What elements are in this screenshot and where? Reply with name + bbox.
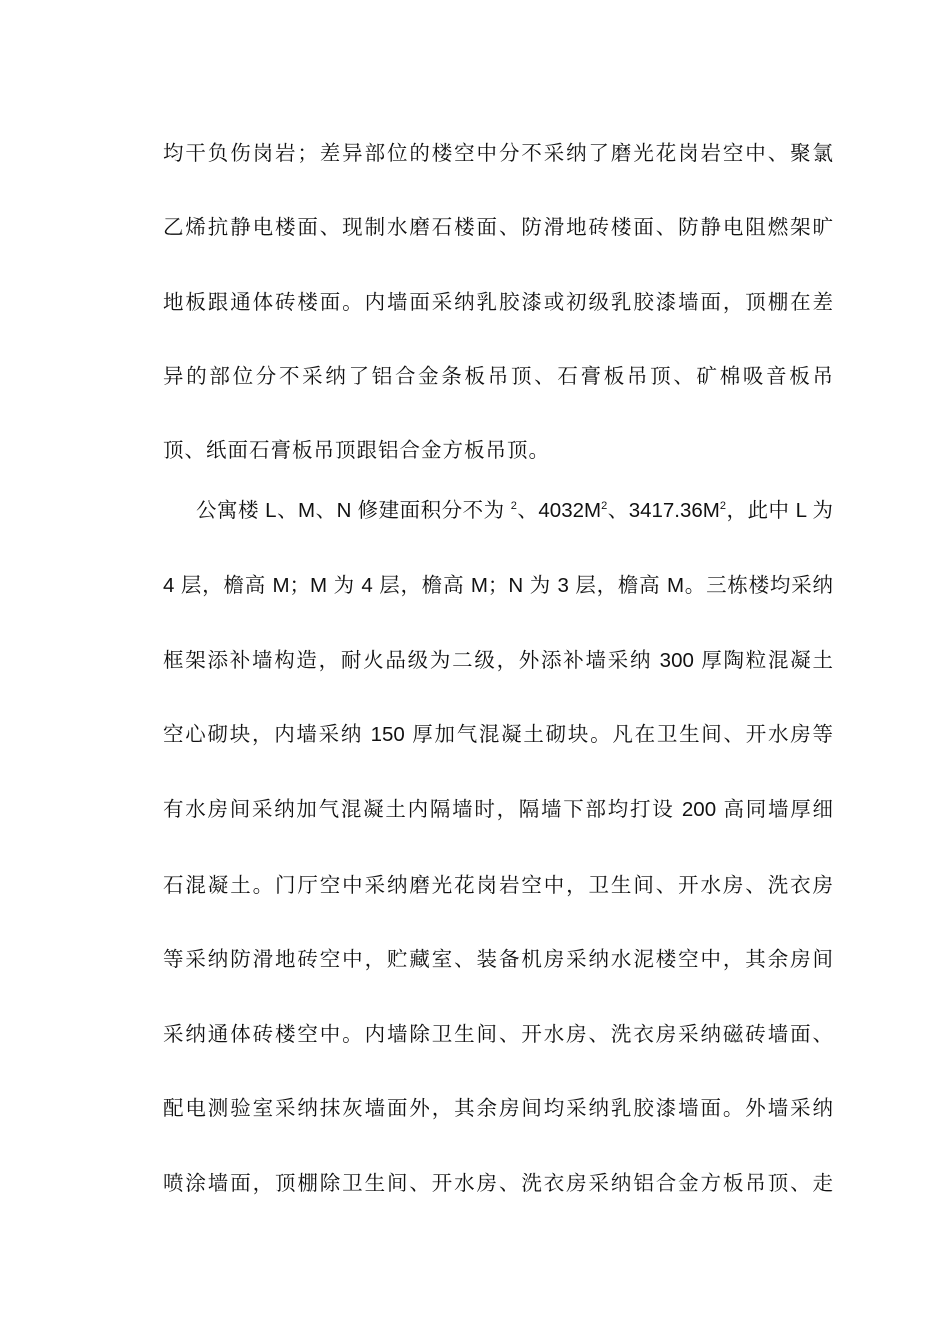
text-line: 喷涂墙面，顶棚除卫生间、开水房、洗衣房采纳铝合金方板吊顶、走 — [163, 1171, 833, 1195]
text-line: 采纳通体砖楼空中。内墙除卫生间、开水房、洗衣房采纳磁砖墙面、 — [163, 1022, 833, 1046]
text-line: 配电测验室采纳抹灰墙面外，其余房间均采纳乳胶漆墙面。外墙采纳 — [163, 1096, 833, 1120]
paragraph-first-line — [196, 496, 833, 526]
text-line: 4 层，檐高 M；M 为 4 层，檐高 M；N 为 3 层，檐高 M。三栋楼均采纳 — [163, 574, 833, 597]
text-line: 异的部位分不采纳了铝合金条板吊顶、石膏板吊顶、矿棉吸音板吊 — [163, 364, 833, 388]
text-line: 等采纳防滑地砖空中，贮藏室、装备机房采纳水泥楼空中，其余房间 — [163, 947, 833, 971]
text-line: 石混凝土。门厅空中采纳磨光花岗岩空中，卫生间、开水房、洗衣房 — [163, 873, 833, 897]
text-line: 乙烯抗静电楼面、现制水磨石楼面、防滑地砖楼面、防静电阻燃架旷 — [163, 215, 833, 239]
text-segment: ，此中 L 为 — [726, 499, 833, 522]
superscript: 2 — [510, 500, 517, 513]
text-segment: 、3417.36M — [607, 499, 720, 522]
text-line: 空心砌块，内墙采纳 150 厚加气混凝土砌块。凡在卫生间、开水房等 — [163, 723, 833, 746]
text-line: 均干负伤岗岩；差异部位的楼空中分不采纳了磨光花岗岩空中、聚氯 — [163, 141, 833, 165]
text-line: 有水房间采纳加气混凝土内隔墙时，隔墙下部均打设 200 高同墙厚细 — [163, 798, 833, 821]
superscript: 2 — [601, 500, 608, 513]
text-line: 地板跟通体砖楼面。内墙面采纳乳胶漆或初级乳胶漆墙面，顶棚在差 — [163, 290, 833, 314]
text-line: 顶、纸面石膏板吊顶跟铝合金方板吊顶。 — [163, 438, 550, 462]
text-segment: 、4032M — [516, 499, 602, 522]
superscript: 2 — [719, 500, 726, 513]
text-line: 框架添补墙构造，耐火品级为二级，外添补墙采纳 300 厚陶粒混凝土 — [163, 649, 833, 672]
text-segment: 公寓楼 L、M、N 修建面积分不为 — [196, 499, 511, 522]
